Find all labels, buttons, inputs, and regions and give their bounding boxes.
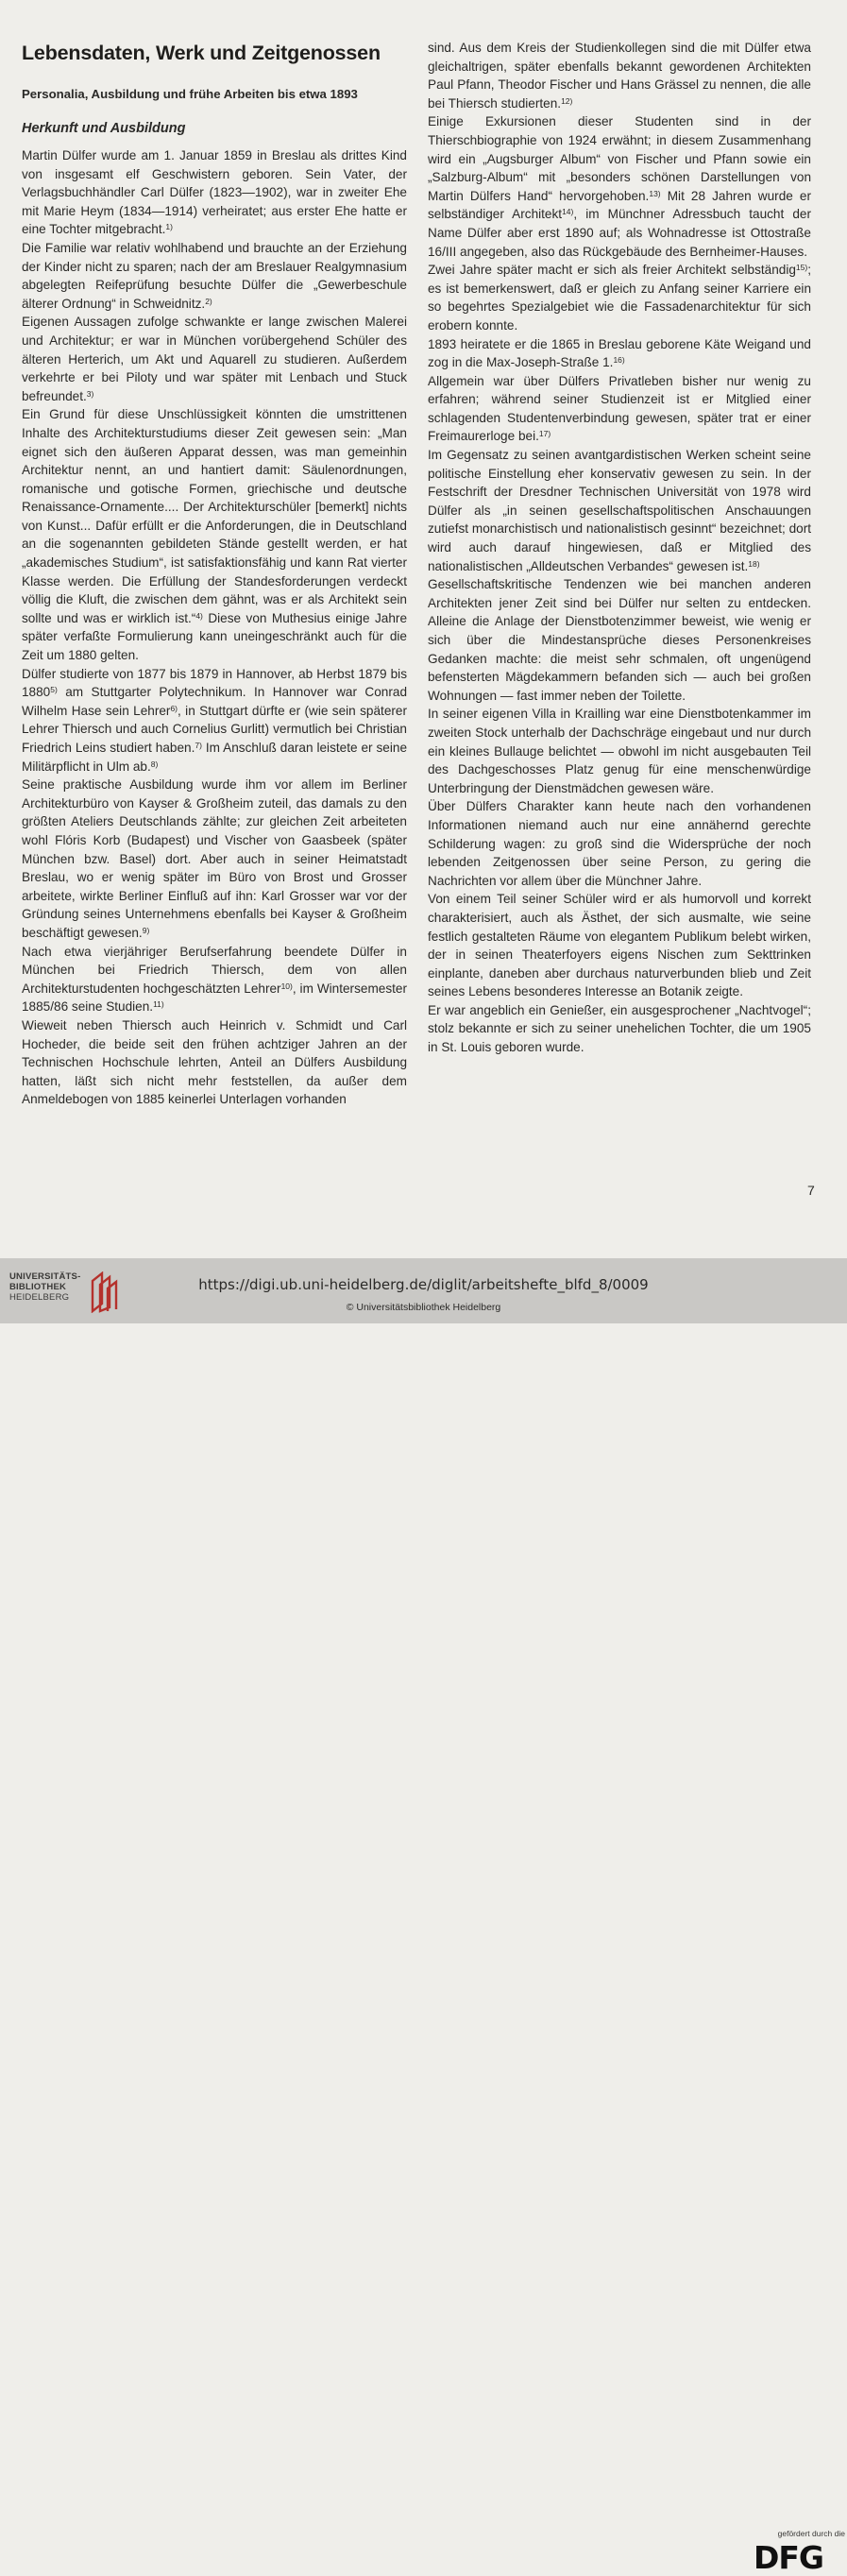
paragraph-text: , im Wintersemester 1885/86 seine Studien.: [22, 981, 407, 1015]
source-url-link[interactable]: https://digi.ub.uni-heidelberg.de/diglit/arbeitshefte_blfd_8/0009: [198, 1276, 649, 1293]
copyright-notice: © Universitätsbibliothek Heidelberg: [346, 1302, 501, 1313]
paragraph: [22, 239, 407, 313]
chapter-subtitle: Personalia, Ausbildung und frühe Arbeiten bis etwa 1893: [22, 87, 358, 101]
paragraph-text: Von einem Teil seiner Schüler wird er als humorvoll und korrekt charakterisiert, auch als Ästhet, der sich ausmalte, wie seine festlich gestalteten Räume von elegantem Publikum belebt wirken, der in seinen Theaterfoyers eigens Nischen zum Sekttrinken einplante, daneben aber durchaus naturverbunden blieb und Zeit seines Lebens besonderes Interesse an Botanik zeigte.: [428, 892, 811, 999]
paragraph-text: Ein Grund für diese Unschlüssigkeit könnten die umstrittenen Inhalte des Architekturstudiums dieser Zeit gewesen sein: „Man eignet sich den äußeren Apparat dessen, was man gemeinhin Architektur nennt, an und hantiert damit: Säulenordnungen, romanische und gotische Formen, griechische und deutsche Renaissance-Ornamente.... Der Architekturschüler [bemerkt] nichts von Kunst... Dafür erfüllt er die Anforderungen, die in Deutschland an die sogenannten gebildeten Stände gestellt werden, er hat „akademisches Studium“, ist satisfaktionsfähig und kann Rat vierter Klasse werden. Die Erfüllung der Standesforderungen verdeckt völlig die Kluft, die zwischen dem gähnt, was er als Architekt sein sollte und was er wirklich ist.“: [22, 407, 407, 625]
paragraph: [428, 39, 811, 112]
paragraph: [428, 575, 811, 705]
paragraph-text: Einige Exkursionen dieser Studenten sind in der Thierschbiographie von 1924 erwähnt; in diesem Zusammenhang wird ein „Augsburger Album“ von Fischer und Pfann sowie ein „Salzburg-Album“ mit „besonders schönen Darstellungen von Martin Dülfers Hand“ hervorgehoben.: [428, 114, 811, 203]
sponsor-label: gefördert durch die: [777, 2529, 845, 2538]
chapter-title: Lebensdaten, Werk und Zeitgenossen: [22, 42, 381, 64]
paragraph-text: 1893 heiratete er die 1865 in Breslau geborene Käte Weigand und zog in die Max-Joseph-Straße 1.: [428, 336, 811, 370]
paragraph: [428, 446, 811, 575]
paragraph-text: In seiner eigenen Villa in Krailling war eine Dienstbotenkammer im zweiten Stock unterhalb der Dachschräge eingebaut und nur durch ein kleines Bullauge belichtet — obwohl im nicht ausgebauten Teil des Dachgeschosses Platz genug für eine menschenwürdige Unterbringung der Dienstmädchen gewesen wäre.: [428, 707, 811, 795]
paragraph-text: Wieweit neben Thiersch auch Heinrich v. Schmidt und Carl Hocheder, die beide seit den frühen achtziger Jahren an der Technischen Hochschule lehrten, Anteil an Dülfers Ausbildung hatten, läßt sich nicht mehr feststellen, da außer dem Anmeldebogen von 1885 keinerlei Unterlagen vorhanden: [22, 1017, 407, 1107]
paragraph-text: Zwei Jahre später macht er sich als freier Architekt selbständig: [428, 263, 796, 278]
section-heading: Herkunft und Ausbildung: [22, 121, 186, 136]
library-name-line3: HEIDELBERG: [9, 1292, 70, 1303]
paragraph-text: Dülfer studierte von 1877 bis 1879 in Hannover, ab Herbst 1879 bis 1880: [22, 666, 407, 700]
paragraph: [428, 890, 811, 1001]
footnote-marker: 2): [205, 296, 212, 306]
footnote-marker: 10): [280, 981, 293, 991]
paragraph: [22, 405, 407, 664]
library-name-line1: UNIVERSITÄTS-: [9, 1271, 81, 1282]
paragraph-text: , im Münchner Adressbuch taucht der Name Dülfer aber erst 1890 auf; als Wohnadresse ist Ottostraße 16/III angegeben, also das Rückgebäude des Bernheimer-Hauses.: [428, 207, 811, 259]
paragraph-text: Über Dülfers Charakter kann heute nach den vorhandenen Informationen niemand auch nur eine annähernd gerechte Schilderung wagen: zu groß sind die Widersprüche der noch lebenden Zeitgenossen über seine Person, zu gering die Nachrichten vor allem über die Münchner Jahre.: [428, 799, 811, 888]
footnote-marker: 11): [153, 999, 164, 1010]
footnote-marker: 17): [538, 429, 551, 439]
paragraph-text: Diese von Muthesius einige Jahre später verfaßte Formulierung kann uneingeschränkt auch für die Zeit um 1880 gelten.: [22, 610, 407, 663]
footnote-marker: 14): [562, 207, 574, 217]
paragraph: [428, 372, 811, 446]
paragraph-text: sind. Aus dem Kreis der Studienkollegen sind die mit Dülfer etwa gleichaltrigen, später ebenfalls bekannt gewordenen Architekten Paul Pfann, Theodor Fischer und Hans Grässel zu nennen, die alle bei Thiersch studierten.: [428, 41, 811, 111]
paragraph: [22, 776, 407, 942]
paragraph-text: Die Familie war relativ wohlhabend und brauchte an der Erziehung der Kinder nicht zu sparen; nach der am Breslauer Realgymnasium abgelegten Reifeprüfung besuchte Dülfer die „Gewerbeschule älterer Ordnung“ in Schweidnitz.: [22, 240, 407, 311]
footnote-marker: 6): [170, 703, 178, 713]
paragraph-text: Nach etwa vierjähriger Berufserfahrung beendete Dülfer in München bei Friedrich Thiersch, dem von allen Architekturstudenten hochgeschätzten Lehrer: [22, 944, 407, 996]
footnote-marker: 8): [150, 759, 159, 769]
paragraph-text: Seine praktische Ausbildung wurde ihm vor allem im Berliner Architekturbüro von Kayser & Großheim zuteil, das damals zu den größten Ateliers Deutschlands zählte; zur gleichen Zeit arbeiteten wohl Flóris Korb (Budapest) und Vischer von Gaasbeek (später München bzw. Basel) dort. Aber auch in seiner Heimatstadt Breslau, wo er wenig später im Büro von Brost und Grosser arbeitete, wirkte Berliner Einfluß auf ihn: Karl Grosser war vor der Gründung seines Unternehmens ebenfalls bei Kayser & Großheim beschäftigt gewesen.: [22, 777, 407, 940]
paragraph-text: Im Anschluß daran leistete er seine Militärpflicht in Ulm ab.: [22, 741, 408, 774]
paragraph-text: Er war angeblich ein Genießer, ein ausgesprochener „Nachtvogel“; stolz bekannte er sich zu seiner unehelichen Tochter, die um 1905 in St. Louis geboren wurde.: [428, 1002, 811, 1055]
footnote-marker: 7): [195, 741, 202, 750]
paragraph-text: Allgemein war über Dülfers Privatleben bisher nur wenig zu erfahren; während seiner Studienzeit ist er Mitglied einer schlagenden Studentenverbindung gewesen, später trat er einer Freimaurerloge bei.: [428, 373, 811, 444]
paragraph-text: ; es ist bemerkenswert, daß er gleich zu Anfang seiner Karriere ein so begehrtes Spezialgebiet wie die Fassadenarchitektur für sich erobern konnte.: [428, 263, 811, 333]
footnote-marker: 18): [748, 558, 760, 569]
library-name-line2: BIBLIOTHEK: [9, 1282, 67, 1292]
paragraph-text: Eigenen Aussagen zufolge schwankte er lange zwischen Malerei und Architektur; er war in München vorübergehend Schüler des älteren Herterich, um Akt und Aquarell zu studieren. Außerdem verkehrte er bei Piloty und war später mit Lenbach und Stuck befreundet.: [22, 315, 407, 403]
footnote-marker: 9): [142, 925, 150, 935]
paragraph: [428, 112, 811, 261]
footnote-marker: 3): [86, 388, 94, 399]
left-text-column: [22, 146, 407, 1109]
paragraph: [428, 1001, 811, 1057]
paragraph: [428, 705, 811, 797]
footnote-marker: 13): [649, 188, 661, 198]
footnote-marker: 1): [165, 222, 173, 232]
paragraph: [22, 146, 407, 239]
paragraph-text: , in Stuttgart dürfte er (wie sein späterer Lehrer Thiersch und auch Cornelius Gurlitt) vermutlich bei Christian Friedrich Leins studiert haben.: [22, 703, 407, 755]
paragraph: [22, 313, 407, 405]
paragraph: [428, 261, 811, 334]
paragraph: [22, 665, 407, 776]
paragraph-text: Gesellschaftskritische Tendenzen wie bei manchen anderen Architekten jener Zeit sind bei Dülfer nur selten zu entdecken. Alleine die Anlage der Dienstbotenzimmer beweist, wie wenig er sich über die Mindestansprüche dieses Personenkreises Gedanken machte: die meist sehr schmalen, oft ungenügend befensterten Mägdekammern befanden sich — auch bei großen Wohnungen — fast immer neben der Toilette.: [428, 577, 811, 703]
paragraph: [22, 943, 407, 1016]
footnote-marker: 16): [613, 355, 625, 366]
footnote-marker: 15): [795, 263, 808, 273]
dfg-logo[interactable]: DFG: [754, 2539, 824, 2576]
paragraph: [428, 335, 811, 372]
footnote-marker: 4): [195, 610, 203, 621]
paragraph-text: Im Gegensatz zu seinen avantgardistischen Werken scheint seine politische Einstellung eher konservativ gewesen zu sein. In der Festschrift der Dresdner Technischen Universität von 1978 wird Dülfer als „in seinen gesellschaftspolitischen Anschauungen zutiefst monarchistisch und nationalistisch gesinnt“ bezeichnet; dort wird auch darauf hingewiesen, daß er Mitglied des nationalistischen „Alldeutschen Verbandes“ gewesen ist.: [428, 448, 811, 573]
page-number: 7: [807, 1183, 815, 1198]
paragraph: [22, 1016, 407, 1109]
document-page: [0, 0, 847, 1258]
footnote-marker: 12): [561, 95, 573, 106]
paragraph-text: Mit 28 Jahren wurde er selbständiger Architekt: [428, 188, 811, 222]
paragraph-text: am Stuttgarter Polytechnikum. In Hannover war Conrad Wilhelm Hase sein Lehrer: [22, 685, 407, 718]
right-text-column: [428, 39, 811, 1057]
footnote-marker: 5): [50, 685, 58, 695]
paragraph-text: Martin Dülfer wurde am 1. Januar 1859 in Breslau als drittes Kind von insgesamt elf Geschwistern geboren. Sein Vater, der Verlagsbuchhändler Carl Dülfer (1823—1902), war in zweiter Ehe mit Marie Heym (1834—1914) verheiratet; aus erster Ehe hatte er eine Tochter mitgebracht.: [22, 148, 407, 237]
paragraph: [428, 797, 811, 890]
